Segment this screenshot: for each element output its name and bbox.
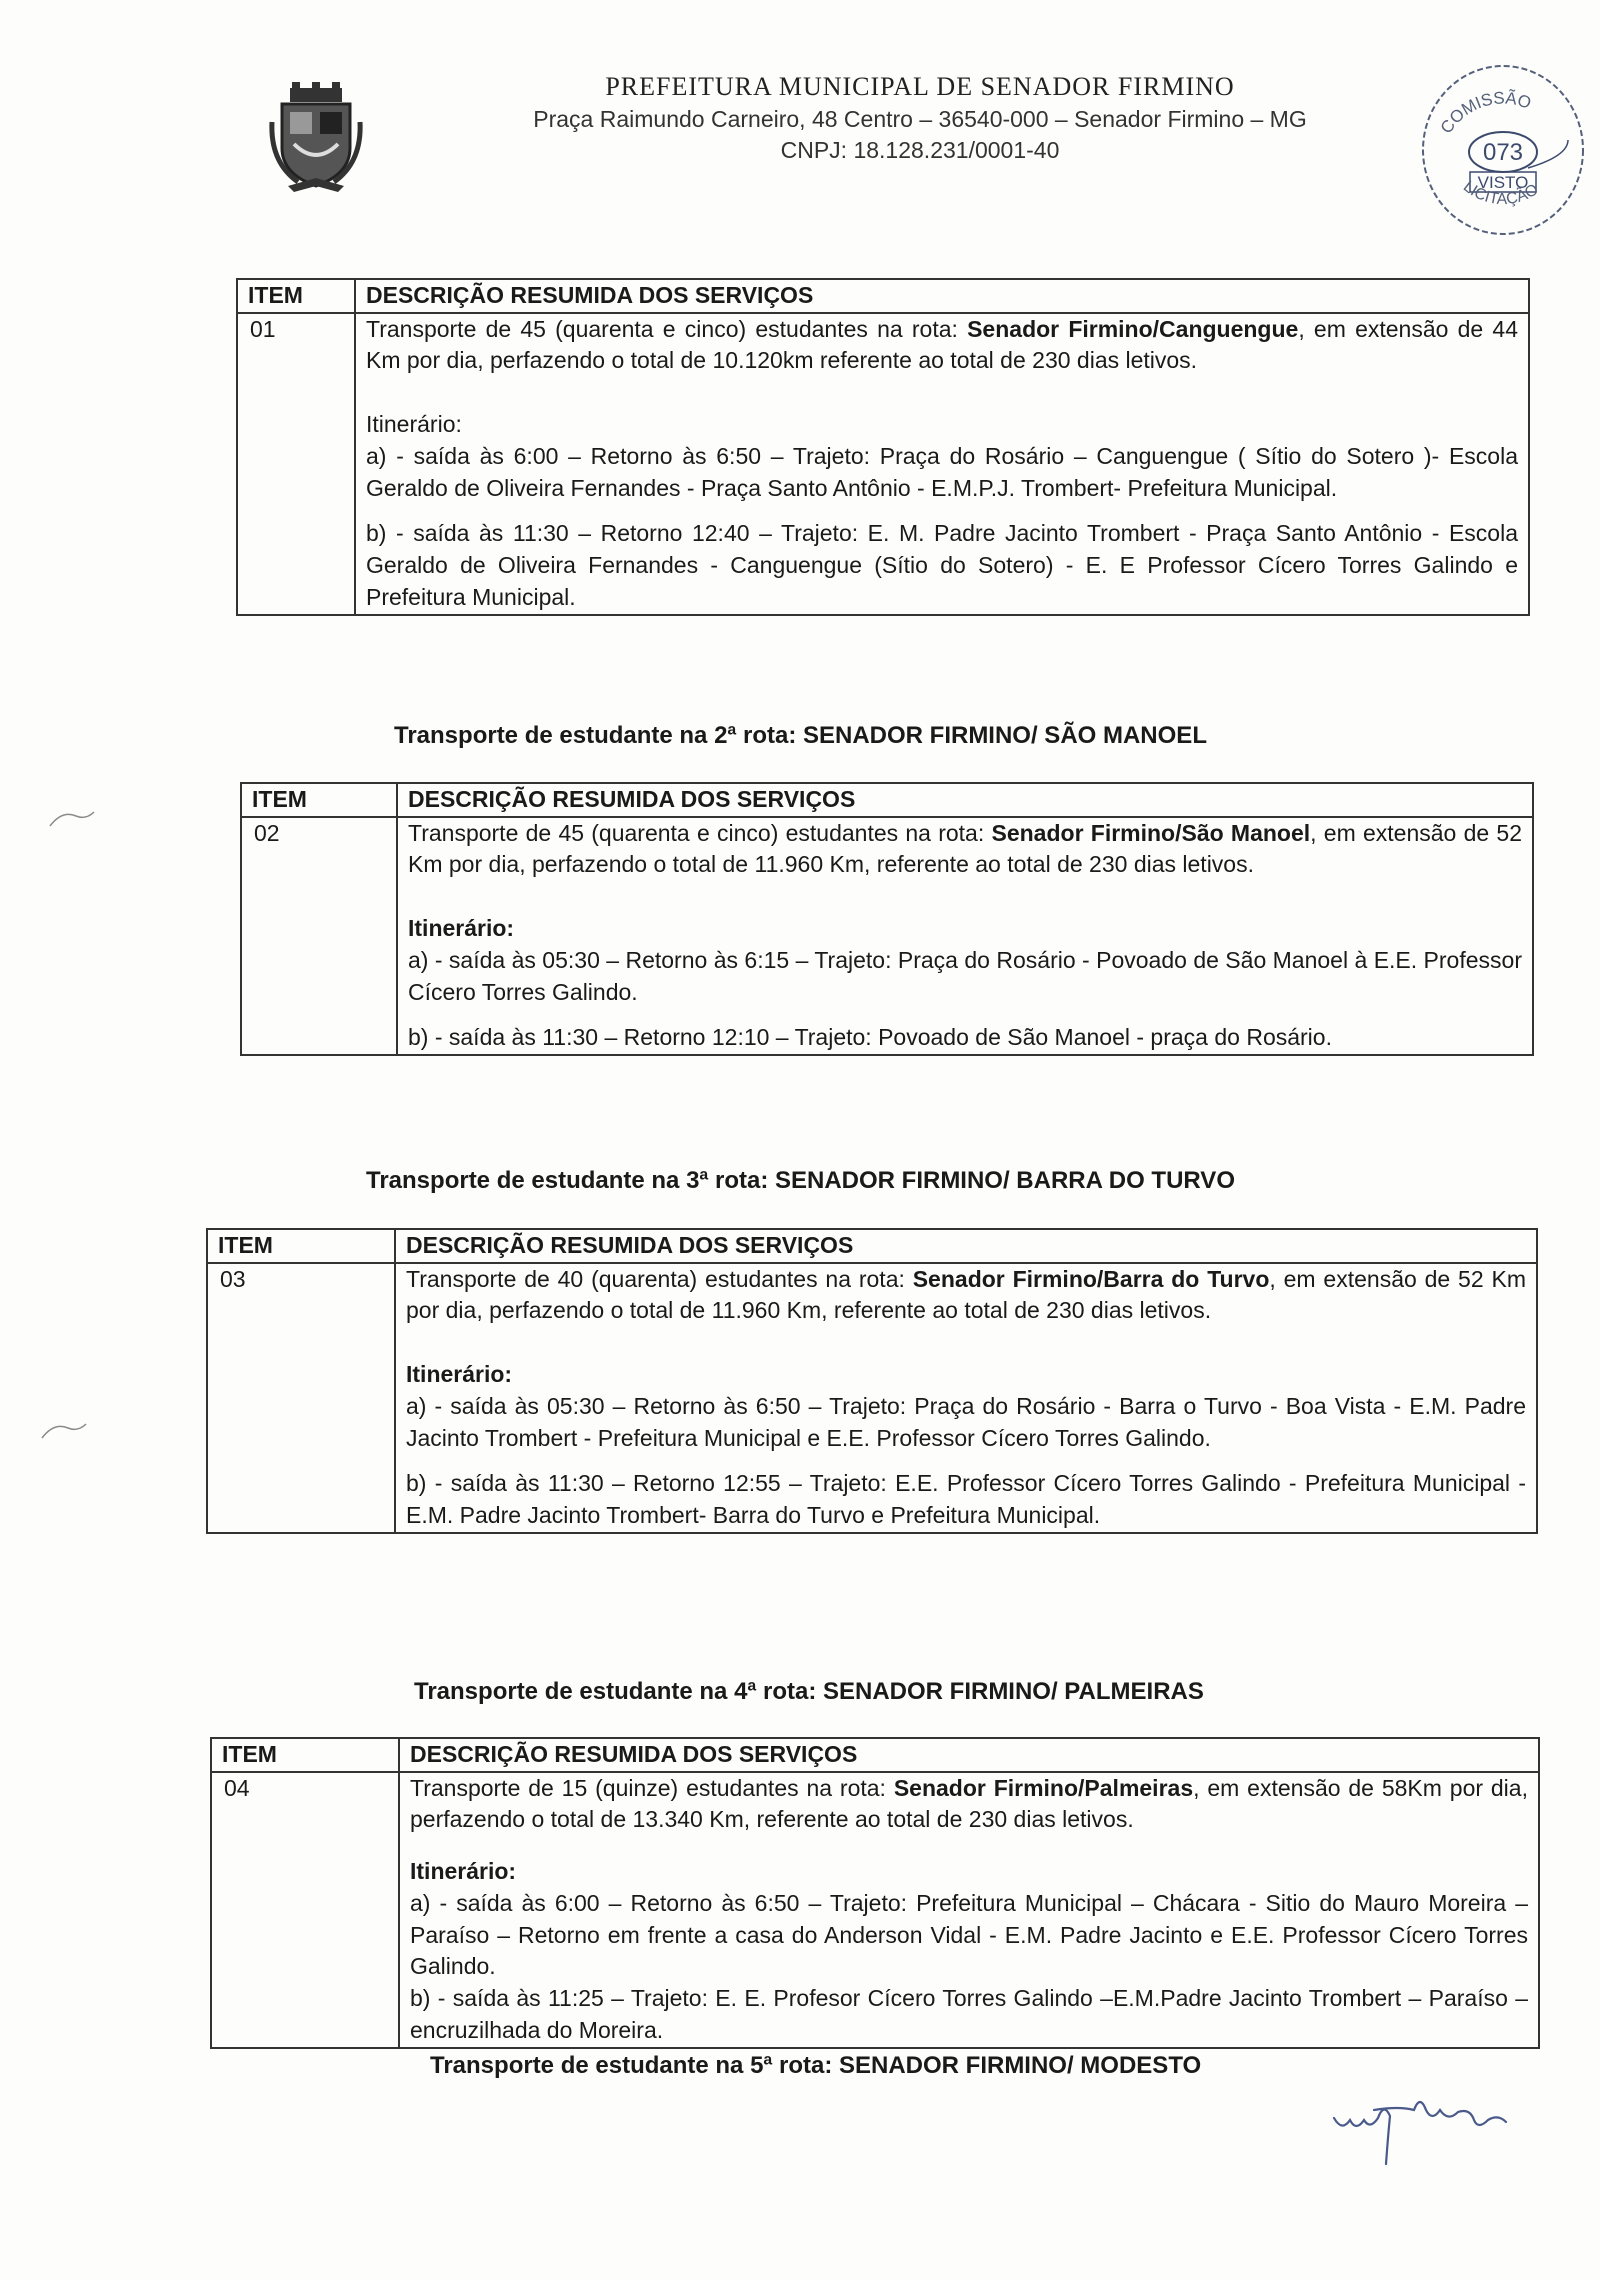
route-name: Senador Firmino/Palmeiras	[893, 1774, 1194, 1801]
item-description	[399, 1772, 1539, 2048]
col-item-header: ITEM	[241, 783, 397, 817]
item-number: 04	[211, 1772, 399, 2048]
stamp-visto: VISTO	[1477, 173, 1529, 192]
stamp-top-text: COMISSÃO	[1436, 88, 1534, 138]
col-item-header: ITEM	[207, 1229, 395, 1263]
col-desc-header: DESCRIÇÃO RESUMIDA DOS SERVIÇOS	[395, 1229, 1537, 1263]
item-intro: Transporte de 45 (quarenta e cinco) estudantes na rota: Senador Firmino/Canguengue, em extensão de 44 Km por dia, perfazendo o total de 10.120km referente ao total de 230 dias letivos.	[366, 315, 1518, 374]
route-title-3: Transporte de estudante na 3ª rota: SENADOR FIRMINO/ BARRA DO TURVO	[366, 1167, 1235, 1194]
service-table-03	[206, 1228, 1538, 1534]
municipal-crest-logo	[268, 82, 364, 194]
col-desc-header: DESCRIÇÃO RESUMIDA DOS SERVIÇOS	[355, 279, 1529, 313]
letterhead	[420, 72, 1420, 164]
itinerary-b: b) - saída às 11:30 – Retorno 12:55 – Trajeto: E.E. Professor Cícero Torres Galindo - Prefeitura Municipal - E.M. Padre Jacinto Trombert- Barra do Turvo e Prefeitura Municipal.	[406, 1470, 1526, 1529]
route-title-2: Transporte de estudante na 2ª rota: SENADOR FIRMINO/ SÃO MANOEL	[394, 722, 1207, 749]
itinerary-b: b) - saída às 11:25 – Trajeto: E. E. Profesor Cícero Torres Galindo –E.M.Padre Jacinto Trombert – Paraíso – encruzilhada do Moreira.	[410, 1985, 1528, 2043]
stamp-bottom-text: LICITAÇÃO	[1459, 178, 1542, 209]
itinerary-b: b) - saída às 11:30 – Retorno 12:10 – Trajeto: Povoado de São Manoel - praça do Rosário.	[408, 1024, 1332, 1051]
svg-text:COMISSÃO	[1437, 88, 1534, 137]
stamp-number: 073	[1482, 139, 1524, 166]
service-table-02	[240, 782, 1534, 1056]
itinerary-label: Itinerário:	[406, 1361, 513, 1388]
route-name: Senador Firmino/Canguengue	[967, 315, 1299, 342]
commission-stamp	[1418, 60, 1588, 238]
col-desc-header: DESCRIÇÃO RESUMIDA DOS SERVIÇOS	[399, 1738, 1539, 1772]
item-intro: Transporte de 40 (quarenta) estudantes na rota: Senador Firmino/Barra do Turvo, em extensão de 52 Km por dia, perfazendo o total de 11.960 Km, referente ao total de 230 dias letivos.	[406, 1265, 1526, 1324]
item-number: 02	[241, 817, 397, 1055]
itinerary-label: Itinerário:	[410, 1858, 517, 1885]
col-item-header: ITEM	[237, 279, 355, 313]
scan-mark	[48, 806, 98, 832]
service-table-01	[236, 278, 1530, 616]
item-description	[397, 817, 1533, 1055]
itinerary-a: a) - saída às 6:00 – Retorno às 6:50 – Trajeto: Praça do Rosário – Canguengue ( Sítio do Sotero )- Escola Geraldo de Oliveira Fernandes - Praça Santo Antônio - E.M.P.J. Trombert- Prefeitura Municipal.	[366, 442, 1518, 501]
item-number: 01	[237, 313, 355, 615]
route-title-4: Transporte de estudante na 4ª rota: SENADOR FIRMINO/ PALMEIRAS	[414, 1678, 1204, 1705]
item-intro: Transporte de 15 (quinze) estudantes na rota: Senador Firmino/Palmeiras, em extensão de 58Km por dia, perfazendo o total de 13.340 Km, referente ao total de 230 dias letivos.	[410, 1774, 1528, 1833]
scan-mark	[40, 1418, 90, 1444]
route-name: Senador Firmino/São Manoel	[991, 819, 1311, 846]
handwritten-signature	[1328, 2080, 1518, 2180]
itinerary-b: b) - saída às 11:30 – Retorno 12:40 – Trajeto: E. M. Padre Jacinto Trombert - Praça Santo Antônio - Escola Geraldo de Oliveira Fernandes - Canguengue (Sítio do Sotero) - E. E Professor Cícero Torres Galindo e Prefeitura Municipal.	[366, 520, 1518, 610]
org-address: Praça Raimundo Carneiro, 48 Centro – 36540-000 – Senador Firmino – MG	[533, 106, 1307, 132]
item-description	[395, 1263, 1537, 1533]
org-name: PREFEITURA MUNICIPAL DE SENADOR FIRMINO	[605, 72, 1235, 101]
route-name: Senador Firmino/Barra do Turvo	[912, 1265, 1270, 1292]
item-description	[355, 313, 1529, 615]
org-cnpj: CNPJ: 18.128.231/0001-40	[780, 137, 1060, 163]
item-intro: Transporte de 45 (quarenta e cinco) estudantes na rota: Senador Firmino/São Manoel, em extensão de 52 Km por dia, perfazendo o total de 11.960 Km, referente ao total de 230 dias letivos.	[408, 819, 1523, 878]
itinerary-a: a) - saída às 05:30 – Retorno às 6:15 – Trajeto: Praça do Rosário - Povoado de São Manoel à E.E. Professor Cícero Torres Galindo.	[408, 946, 1522, 1005]
route-title-5: Transporte de estudante na 5ª rota: SENADOR FIRMINO/ MODESTO	[430, 2052, 1202, 2079]
itinerary-a: a) - saída às 05:30 – Retorno às 6:50 – Trajeto: Praça do Rosário - Barra o Turvo - Boa Vista - E.M. Padre Jacinto Trombert - Prefeitura Municipal e E.E. Professor Cícero Torres Galindo.	[406, 1392, 1526, 1451]
itinerary-a: a) - saída às 6:00 – Retorno às 6:50 – Trajeto: Prefeitura Municipal – Chácara - Sitio do Mauro Moreira – Paraíso – Retorno em frente a casa do Anderson Vidal - E.M. Padre Jacinto e E.E. Professor Cícero Torres Galindo.	[410, 1889, 1528, 1980]
item-number: 03	[207, 1263, 395, 1533]
itinerary-label: Itinerário:	[408, 915, 515, 942]
itinerary-label: Itinerário:	[366, 411, 462, 438]
col-desc-header: DESCRIÇÃO RESUMIDA DOS SERVIÇOS	[397, 783, 1533, 817]
service-table-04	[210, 1737, 1540, 2049]
col-item-header: ITEM	[211, 1738, 399, 1772]
